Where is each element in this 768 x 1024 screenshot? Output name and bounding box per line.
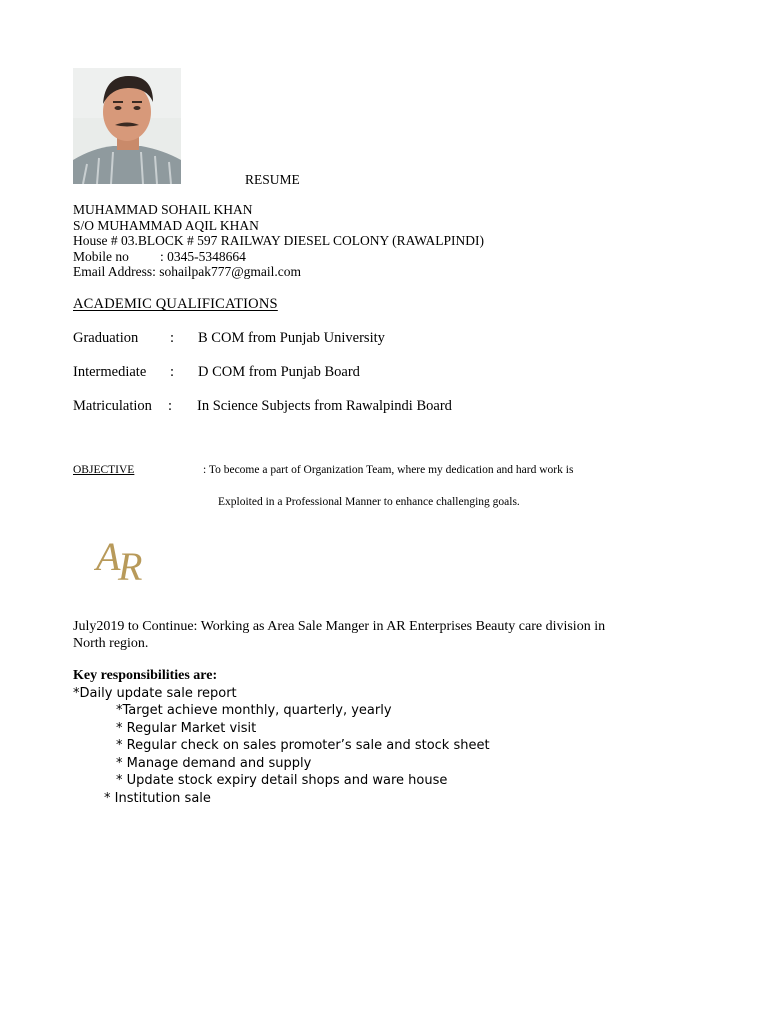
- list-item: * Regular check on sales promoter’s sale and stock sheet: [116, 738, 490, 753]
- email: Email Address: sohailpak777@gmail.com: [73, 264, 302, 279]
- objective-line-1: : To become a part of Organization Team, where my dedication and hard work is: [203, 464, 574, 476]
- experience-line-1: July2019 to Continue: Working as Area Sale Manger in AR Enterprises Beauty care division in: [73, 619, 606, 634]
- responsibilities-heading: Key responsibilities are:: [73, 668, 218, 683]
- qual-value-graduation: B COM from Punjab University: [198, 330, 385, 346]
- list-item: * Update stock expiry detail shops and ware house: [116, 773, 448, 788]
- profile-photo: [73, 68, 181, 184]
- resume-title: RESUME: [245, 172, 300, 187]
- qual-value-intermediate: D COM from Punjab Board: [198, 364, 360, 380]
- svg-text:A: A: [96, 534, 121, 579]
- address: House # 03.BLOCK # 597 RAILWAY DIESEL COLONY (RAWALPINDI): [73, 233, 485, 248]
- qual-sep: :: [170, 364, 175, 380]
- qual-sep: :: [170, 330, 175, 346]
- list-item: * Regular Market visit: [116, 721, 257, 736]
- experience-line-2: North region.: [73, 636, 149, 651]
- candidate-name: MUHAMMAD SOHAIL KHAN: [73, 202, 253, 217]
- list-item: * Manage demand and supply: [116, 756, 312, 771]
- svg-text:R: R: [118, 544, 143, 586]
- list-item: * Institution sale: [104, 791, 211, 806]
- qual-label-graduation: Graduation: [73, 330, 139, 346]
- academic-heading: ACADEMIC QUALIFICATIONS: [73, 296, 278, 312]
- objective-label: OBJECTIVE: [73, 464, 135, 476]
- qual-value-matriculation: In Science Subjects from Rawalpindi Board: [197, 398, 452, 414]
- ar-logo: [94, 530, 162, 586]
- qual-label-intermediate: Intermediate: [73, 364, 147, 380]
- father-name: S/O MUHAMMAD AQIL KHAN: [73, 218, 259, 233]
- mobile-value: : 0345-5348664: [160, 249, 246, 264]
- qual-label-matriculation: Matriculation: [73, 398, 152, 414]
- objective-line-2: Exploited in a Professional Manner to enhance challenging goals.: [218, 496, 520, 508]
- qual-sep: :: [168, 398, 173, 414]
- mobile-label: Mobile no: [73, 249, 129, 264]
- list-item: *Daily update sale report: [73, 686, 237, 701]
- list-item: *Target achieve monthly, quarterly, yearly: [116, 703, 392, 718]
